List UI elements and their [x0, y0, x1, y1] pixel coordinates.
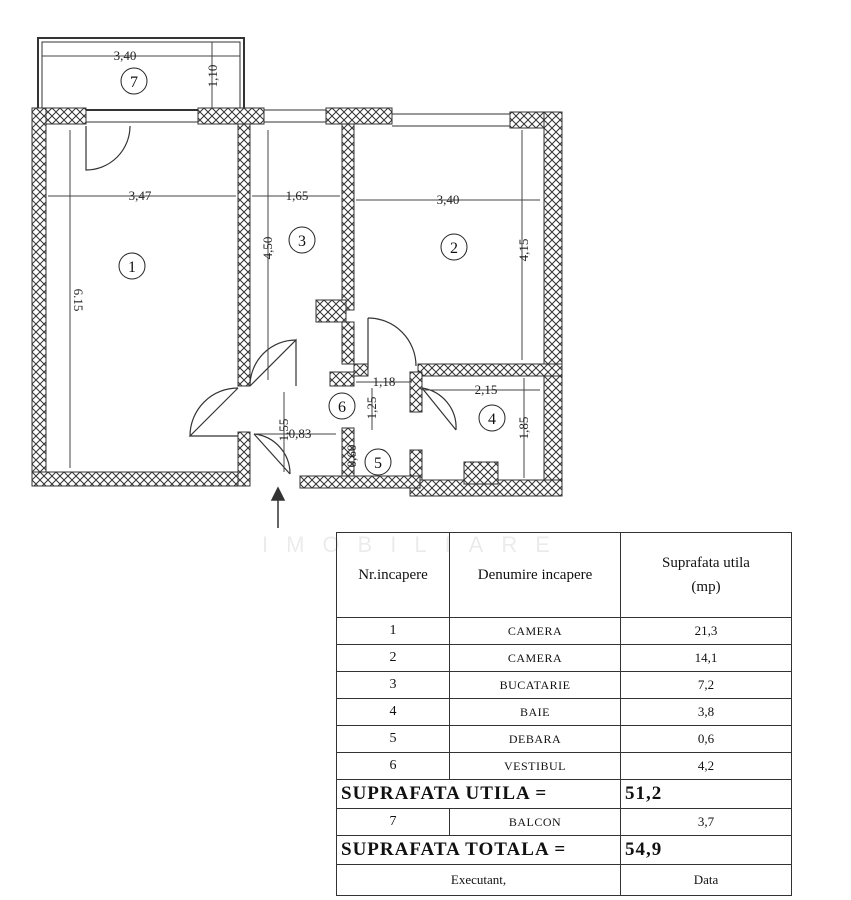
room-number: 4	[488, 411, 496, 428]
row-area: 7,2	[621, 672, 792, 699]
dim-room1-length: 6.15	[71, 288, 86, 312]
header-nr: Nr.incapere	[337, 533, 450, 618]
room-marker-6	[329, 393, 355, 419]
row-nr: 2	[337, 645, 450, 672]
dimension-lines	[42, 42, 540, 478]
row-nr: 4	[337, 699, 450, 726]
row-nr: 1	[337, 618, 450, 645]
row-name: CAMERA	[450, 618, 621, 645]
dim-bath-width: 2,15	[474, 382, 498, 397]
table-row	[337, 726, 792, 753]
row-area: 0,6	[621, 726, 792, 753]
header-area-line2: (mp)	[691, 579, 721, 595]
header-name: Denumire incapere	[450, 533, 621, 618]
row-nr: 7	[337, 809, 450, 836]
row-name: VESTIBUL	[450, 753, 621, 780]
dim-bath-depth: 1,85	[516, 416, 531, 440]
table-row	[337, 809, 792, 836]
grand-total-row	[337, 836, 792, 865]
dim-closet-depth: 0,60	[344, 444, 359, 468]
dim-hall-width: 1,18	[372, 374, 396, 389]
table-row	[337, 645, 792, 672]
room-legend-table	[336, 532, 792, 896]
row-nr: 3	[337, 672, 450, 699]
legend-header-row	[337, 533, 792, 618]
entry-arrow-icon	[272, 488, 284, 528]
doors	[86, 126, 456, 474]
room-number: 2	[450, 240, 458, 257]
executant-label: Executant,	[337, 865, 621, 896]
dim-room3-width: 1,65	[285, 188, 309, 203]
room-number: 3	[298, 233, 306, 250]
row-nr: 6	[337, 753, 450, 780]
room-number: 7	[130, 74, 138, 91]
room-marker-7	[121, 68, 147, 94]
table-row	[337, 672, 792, 699]
grand-total-label: SUPRAFATA TOTALA =	[337, 836, 621, 865]
header-area-line1: Suprafata utila	[662, 555, 750, 571]
table-row	[337, 618, 792, 645]
table-row	[337, 753, 792, 780]
room-marker-2	[441, 234, 467, 260]
dim-entry-depth: 1,55	[276, 418, 291, 442]
row-nr: 5	[337, 726, 450, 753]
room-marker-1	[119, 253, 145, 279]
dim-room2-length: 4,15	[516, 238, 531, 262]
row-area: 3,8	[621, 699, 792, 726]
row-area: 21,3	[621, 618, 792, 645]
room-number: 1	[128, 259, 136, 276]
row-area: 4,2	[621, 753, 792, 780]
footer-row	[337, 865, 792, 896]
room-marker-5	[365, 449, 391, 475]
row-name: BAIE	[450, 699, 621, 726]
dim-room1-width: 3,47	[128, 188, 152, 203]
dim-room2-width: 3,40	[436, 192, 460, 207]
room-marker-4	[479, 405, 505, 431]
room-number: 5	[374, 455, 382, 472]
useful-total-value: 51,2	[621, 780, 792, 809]
dim-balcony-width: 3,40	[113, 48, 137, 63]
table-row	[337, 699, 792, 726]
useful-total-label: SUPRAFATA UTILA =	[337, 780, 621, 809]
row-name: BUCATARIE	[450, 672, 621, 699]
row-area: 14,1	[621, 645, 792, 672]
dim-room3-length: 4,50	[260, 236, 275, 260]
dim-entry-width: 0,83	[288, 426, 312, 441]
watermark: IMOBILIARE	[262, 532, 568, 557]
dim-balcony-depth: 1,10	[205, 64, 220, 88]
windows	[86, 110, 510, 126]
room-number: 6	[338, 399, 346, 416]
date-label: Data	[621, 865, 792, 896]
dim-hall-depth: 1,25	[364, 396, 379, 420]
row-area: 3,7	[621, 809, 792, 836]
room-marker-3	[289, 227, 315, 253]
header-area	[621, 533, 792, 618]
row-name: CAMERA	[450, 645, 621, 672]
grand-total-value: 54,9	[621, 836, 792, 865]
row-name: DEBARA	[450, 726, 621, 753]
row-name: BALCON	[450, 809, 621, 836]
useful-total-row	[337, 780, 792, 809]
